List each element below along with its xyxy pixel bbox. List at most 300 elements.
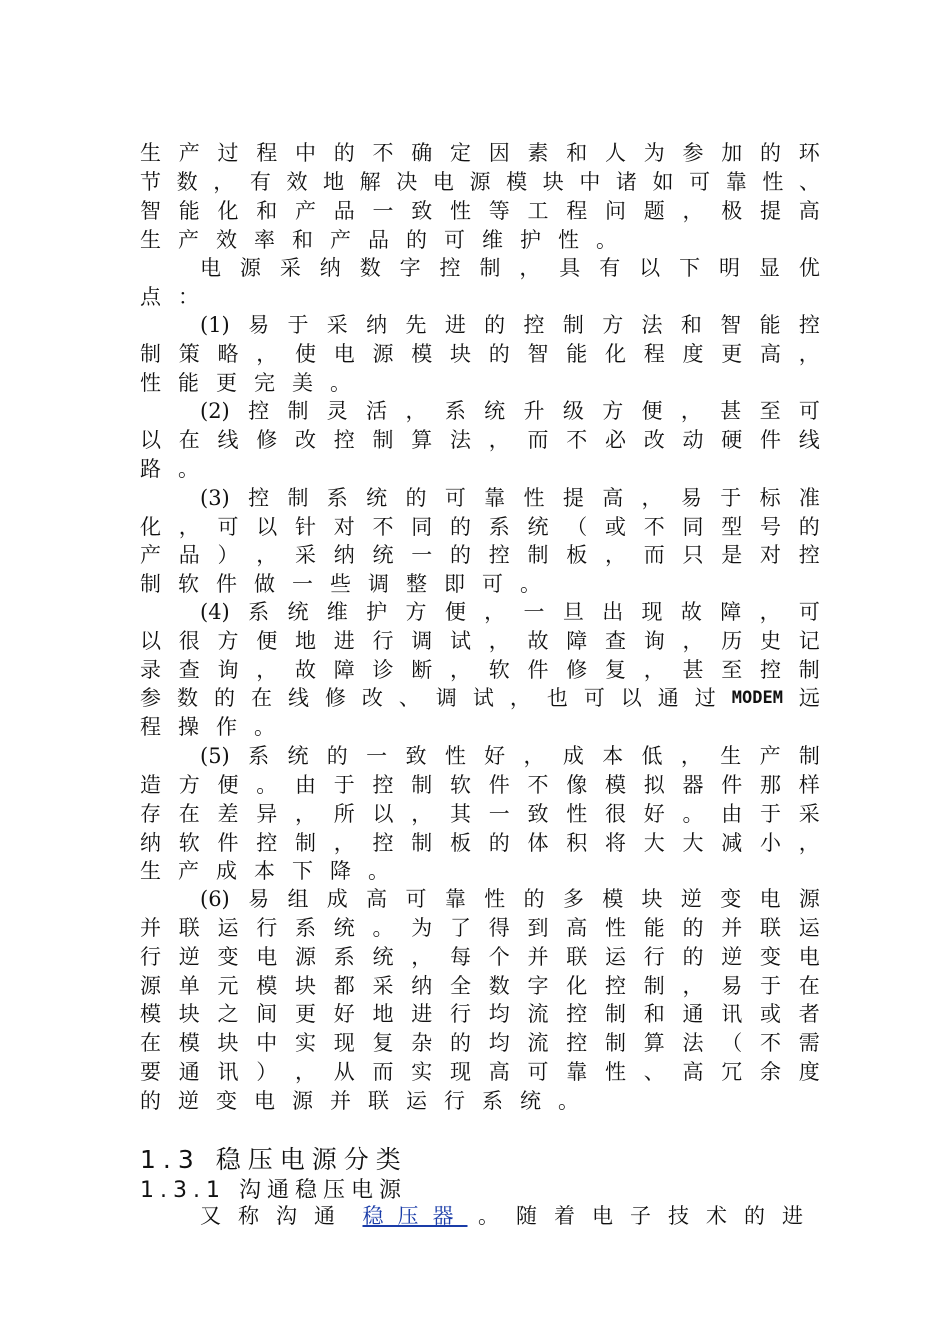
line-char: 模	[411, 342, 433, 366]
line-char: 所	[333, 802, 355, 826]
line-char: 其	[450, 802, 471, 826]
line-char: 准	[798, 486, 820, 510]
line-char: 纳	[333, 543, 355, 567]
line-char: 电	[200, 256, 221, 280]
line-char: 块	[450, 342, 471, 366]
line-char: ）	[217, 543, 239, 567]
line-char: 调	[411, 629, 433, 653]
line-char: 旦	[562, 600, 584, 624]
line-char: 活	[366, 399, 388, 423]
line-char: ，	[682, 974, 704, 998]
line-char: 流	[527, 1031, 549, 1055]
line-char: 在	[178, 802, 200, 826]
line-char: ，	[643, 658, 665, 682]
line-char: 化	[605, 342, 626, 366]
line-char: 块	[542, 170, 564, 194]
line-char: 加	[721, 141, 743, 165]
line-char: 现	[450, 1060, 471, 1084]
line-char: 可	[444, 486, 466, 510]
line-char: 试	[472, 686, 494, 710]
line-char: 参	[682, 141, 704, 165]
line-char: 略	[217, 342, 239, 366]
line-char: 完	[254, 371, 275, 395]
line-char: 而	[527, 428, 549, 452]
line-char: 。	[256, 773, 278, 797]
line-char: 制	[562, 313, 584, 337]
line-char: 统	[287, 744, 309, 768]
line-char: (1)	[200, 313, 230, 337]
line-char: 纳	[366, 313, 388, 337]
line-char: 可	[527, 1060, 549, 1084]
line-char: 的	[450, 1031, 471, 1055]
line-char: 并	[140, 916, 161, 940]
line-char: 法	[641, 313, 663, 337]
line-char: 并	[527, 945, 549, 969]
line-char: 易	[248, 887, 270, 911]
line-char: 积	[566, 831, 588, 855]
line-char: 决	[396, 170, 418, 194]
line-char: 于	[720, 486, 742, 510]
line-char: 高	[798, 199, 820, 223]
line-char: 改	[643, 428, 665, 452]
line-char: 字	[527, 974, 549, 998]
line-char: 制	[605, 1031, 626, 1055]
line-char: 以	[372, 802, 394, 826]
line-char: 高	[602, 486, 624, 510]
line-char: 不	[643, 515, 665, 539]
line-char: 源	[372, 342, 394, 366]
line-char: 数	[176, 686, 198, 710]
line-char: 统	[366, 486, 388, 510]
line-char: 系	[333, 945, 355, 969]
line-char: 提	[760, 199, 781, 223]
line-char: 要	[140, 1060, 161, 1084]
line-char: 易	[248, 313, 270, 337]
line-char: 异	[256, 802, 278, 826]
line-char: 易	[680, 486, 702, 510]
line-char: 算	[643, 1031, 665, 1055]
line-char: 控	[523, 313, 545, 337]
line-char: 障	[333, 658, 355, 682]
line-char: 行	[256, 916, 278, 940]
line-char: 题	[643, 199, 665, 223]
line-char: 素	[527, 141, 549, 165]
line-char: 杂	[411, 1031, 433, 1055]
line-char: 故	[680, 600, 702, 624]
line-char: (5)	[200, 744, 230, 768]
line-char: 甚	[682, 658, 704, 682]
line-char: 确	[411, 141, 433, 165]
line-char: 于	[760, 974, 781, 998]
line-char: ，	[605, 543, 626, 567]
line-char: 提	[562, 486, 584, 510]
line-char: 个	[488, 945, 510, 969]
line-char: 均	[488, 1031, 510, 1055]
line-char: 性	[762, 170, 784, 194]
stabilizer-link[interactable]: 稳压器	[362, 1204, 468, 1228]
line-char: 史	[760, 629, 781, 653]
line-char: 好	[643, 802, 665, 826]
line-char: 在	[178, 428, 200, 452]
line-char: 一	[411, 543, 433, 567]
line-char: 控	[605, 974, 626, 998]
line-char: 的	[523, 887, 545, 911]
line-char: 采	[279, 256, 301, 280]
line-char: 体	[527, 831, 549, 855]
line-char: 差	[217, 802, 239, 826]
line-char: 修	[566, 658, 588, 682]
line-char: 电	[759, 887, 781, 911]
line-text-before: 又称沟通	[200, 1204, 352, 1228]
line-char: 行	[450, 1002, 471, 1026]
paragraph-line	[140, 800, 820, 828]
line-char: 能	[759, 313, 781, 337]
line-char: 率	[254, 228, 275, 252]
line-char: ，	[213, 170, 235, 194]
line-char: 件	[527, 658, 549, 682]
line-char: 于	[760, 802, 781, 826]
line-char: 多	[562, 887, 584, 911]
paragraph-line-last	[200, 1202, 820, 1230]
line-char: 有	[249, 170, 271, 194]
line-char: 源	[469, 170, 491, 194]
line-char: 远	[798, 686, 820, 710]
line-char: 软	[178, 831, 200, 855]
line-char: 变	[216, 1089, 237, 1113]
line-char: 系	[248, 600, 270, 624]
line-char: 明	[718, 256, 740, 280]
line-char: 在	[250, 686, 272, 710]
line-char: 逆	[178, 1089, 199, 1113]
paragraph-line	[140, 1000, 820, 1028]
line-char: 参	[140, 686, 161, 710]
line-char: 模	[140, 1002, 161, 1026]
line-char: 由	[295, 773, 316, 797]
line-char: 统	[372, 945, 394, 969]
line-char: 统	[520, 1089, 541, 1113]
line-char: 试	[450, 629, 471, 653]
line-char: ，	[256, 543, 278, 567]
line-char: 制	[287, 486, 309, 510]
line-char: 改	[361, 686, 383, 710]
line-char: 如	[652, 170, 674, 194]
line-char: 问	[605, 199, 626, 223]
line-char: 同	[682, 515, 704, 539]
line-char: 工	[527, 199, 549, 223]
paragraph-line	[140, 139, 820, 167]
line-char: 线	[287, 686, 309, 710]
line-char: 和	[256, 199, 278, 223]
line-char: 好	[333, 1002, 355, 1026]
line-char: 软	[450, 773, 471, 797]
line-char: 以	[620, 686, 642, 710]
line-char: MODEM	[731, 688, 783, 708]
line-char: ，	[798, 831, 820, 855]
line-char: 源	[295, 945, 316, 969]
line-char: 显	[758, 256, 780, 280]
line-char: 性	[484, 887, 506, 911]
line-char: 高	[682, 1060, 704, 1084]
line-char: 中	[579, 170, 601, 194]
line-char: 甚	[720, 399, 742, 423]
line-char: ，	[519, 256, 541, 280]
line-char: 大	[682, 831, 704, 855]
paragraph-line	[200, 885, 820, 913]
line-char: 采	[295, 543, 316, 567]
line-char: 制	[372, 428, 394, 452]
line-char: 法	[682, 1031, 704, 1055]
line-char: 即	[444, 572, 465, 596]
line-char: 。	[254, 715, 275, 739]
line-char: 产	[178, 141, 200, 165]
line-char: 针	[295, 515, 316, 539]
line-char: 很	[605, 802, 626, 826]
line-char: 的	[140, 1089, 161, 1113]
line-char: 运	[605, 945, 626, 969]
line-char: 有	[599, 256, 621, 280]
line-char: ）	[256, 1060, 278, 1084]
line-char: 故	[527, 629, 549, 653]
line-char: 诸	[615, 170, 637, 194]
line-char: 板	[566, 543, 588, 567]
line-char: 产	[330, 228, 351, 252]
line-char: 的	[484, 313, 506, 337]
line-char: ，	[256, 342, 278, 366]
line-char: 采	[372, 974, 394, 998]
line-char: 也	[546, 686, 568, 710]
line-char: 制	[798, 744, 820, 768]
line-char: 行	[372, 629, 394, 653]
line-char: 的	[798, 515, 820, 539]
line-char: ，	[759, 600, 781, 624]
paragraph-line	[140, 943, 820, 971]
line-char: 号	[760, 515, 781, 539]
line-char: 低	[641, 744, 663, 768]
line-char: 实	[411, 1060, 433, 1084]
line-char: 只	[682, 543, 704, 567]
line-char: 的	[405, 486, 427, 510]
line-char: 得	[488, 916, 510, 940]
line-char: 冗	[721, 1060, 743, 1084]
line-char: 变	[720, 887, 742, 911]
line-char: 的	[682, 945, 704, 969]
line-char: 效	[216, 228, 237, 252]
section-heading: 1.3 稳压电源分类	[140, 1145, 408, 1174]
line-char: 方	[405, 600, 427, 624]
line-char: 块	[217, 1031, 239, 1055]
line-char: 组	[287, 887, 309, 911]
line-char: 维	[482, 228, 503, 252]
line-char: 统	[333, 916, 355, 940]
line-char: 更	[295, 1002, 316, 1026]
line-char: 制	[140, 572, 161, 596]
line-char: 可	[798, 399, 820, 423]
line-char: ，	[488, 629, 510, 653]
line-char: 操	[178, 715, 199, 739]
line-char: 控	[488, 543, 510, 567]
line-char: 成	[216, 859, 237, 883]
line-char: 减	[721, 831, 743, 855]
line-char: 控	[248, 486, 270, 510]
line-char: 行	[444, 1089, 465, 1113]
line-char: 品	[333, 199, 355, 223]
line-char: 的	[760, 141, 781, 165]
line-char: ，	[295, 1060, 316, 1084]
line-char: 并	[330, 1089, 351, 1113]
line-char: 查	[178, 658, 200, 682]
line-char: 于	[333, 773, 355, 797]
line-char: 在	[798, 974, 820, 998]
line-char: 修	[324, 686, 346, 710]
line-char: 些	[330, 572, 351, 596]
line-char: 系	[488, 515, 510, 539]
line-char: 至	[759, 399, 781, 423]
line-char: 美	[292, 371, 313, 395]
line-char: 的	[488, 831, 510, 855]
line-char: (6)	[200, 887, 230, 911]
line-char: 样	[798, 773, 820, 797]
line-char: 具	[559, 256, 581, 280]
paragraph-line	[140, 1087, 820, 1115]
line-char: 生	[720, 744, 742, 768]
line-char: 。	[368, 859, 389, 883]
line-char: 软	[488, 658, 510, 682]
line-char: 制	[140, 342, 161, 366]
line-char: 至	[721, 658, 743, 682]
paragraph-line	[140, 541, 820, 569]
line-char: 人	[605, 141, 626, 165]
line-char: 好	[484, 744, 506, 768]
line-char: 优	[798, 256, 820, 280]
line-char: 不	[372, 141, 394, 165]
line-char: 采	[798, 802, 820, 826]
paragraph-line	[140, 857, 820, 885]
line-char: 调	[435, 686, 457, 710]
line-char: 制	[411, 773, 433, 797]
line-char: 行	[140, 945, 161, 969]
line-char: 更	[721, 342, 743, 366]
line-char: 。	[330, 371, 351, 395]
line-char: 制	[643, 974, 665, 998]
line-char: 一	[372, 199, 394, 223]
paragraph-line	[140, 570, 820, 598]
line-char: 的	[488, 342, 510, 366]
line-char: 制	[411, 831, 433, 855]
line-char: 靠	[444, 887, 466, 911]
paragraph-line	[140, 972, 820, 1000]
line-char: ，	[641, 486, 663, 510]
line-char: 通	[178, 1060, 200, 1084]
line-char: 由	[721, 802, 743, 826]
line-char: 制	[527, 543, 549, 567]
line-char: 因	[488, 141, 510, 165]
line-char: ，	[488, 428, 510, 452]
line-char: 控	[372, 773, 394, 797]
line-char: 路	[140, 457, 161, 481]
line-char: 源	[292, 1089, 313, 1113]
line-char: 。	[596, 228, 617, 252]
line-char: 程	[566, 199, 588, 223]
line-char: 维	[326, 600, 348, 624]
line-char: ，	[411, 945, 433, 969]
line-char: 块	[641, 887, 663, 911]
line-char: 控	[798, 313, 820, 337]
paragraph-line	[140, 226, 820, 254]
line-char: 讯	[217, 1060, 239, 1084]
line-char: 智	[527, 342, 549, 366]
line-char: 并	[721, 916, 743, 940]
line-char: 通	[657, 686, 679, 710]
paragraph-line	[200, 397, 820, 425]
line-char: 纳	[140, 831, 161, 855]
line-char: 控	[798, 543, 820, 567]
line-char: 字	[399, 256, 421, 280]
line-char: 运	[217, 916, 239, 940]
line-char: ，	[411, 802, 433, 826]
line-char: 方	[217, 629, 239, 653]
line-char: 便	[444, 600, 466, 624]
line-char: 断	[411, 658, 433, 682]
line-char: 成	[562, 744, 584, 768]
line-char: 行	[643, 945, 665, 969]
line-char: 一	[488, 802, 510, 826]
line-char: ，	[682, 629, 704, 653]
line-char: 像	[566, 773, 588, 797]
line-char: （	[721, 1031, 743, 1055]
line-char: 或	[605, 515, 626, 539]
line-char: 数	[359, 256, 381, 280]
line-char: 记	[798, 629, 820, 653]
line-char: 的	[406, 228, 427, 252]
line-char: 件	[488, 773, 510, 797]
line-char: 产	[295, 199, 316, 223]
line-char: 成	[326, 887, 348, 911]
paragraph-line	[140, 627, 820, 655]
line-char: 化	[140, 515, 161, 539]
line-char: 和	[566, 141, 588, 165]
line-char: 联	[566, 945, 588, 969]
line-char: 进	[333, 629, 355, 653]
paragraph-line	[200, 598, 820, 626]
line-char: 和	[292, 228, 313, 252]
line-char: 、	[798, 170, 820, 194]
line-char: 制	[479, 256, 501, 280]
line-char: 灵	[326, 399, 348, 423]
line-char: 、	[643, 1060, 665, 1084]
line-char: 或	[760, 1002, 781, 1026]
line-char: ，	[405, 399, 427, 423]
line-char: 询	[217, 658, 239, 682]
line-char: 采	[326, 313, 348, 337]
line-char: 地	[323, 170, 345, 194]
line-char: 需	[798, 1031, 820, 1055]
line-char: 源	[140, 974, 161, 998]
line-char: 品	[178, 543, 200, 567]
line-char: 源	[239, 256, 261, 280]
line-char: 障	[566, 629, 588, 653]
line-char: 变	[760, 945, 781, 969]
paragraph-line	[140, 713, 820, 741]
line-char: 高	[760, 342, 781, 366]
line-char: 将	[605, 831, 626, 855]
line-char: 运	[406, 1089, 427, 1113]
line-char: 存	[140, 802, 161, 826]
line-char: （	[566, 515, 588, 539]
line-char: 是	[721, 543, 743, 567]
line-char: 件	[760, 428, 781, 452]
line-char: 者	[798, 1002, 820, 1026]
line-char: 硬	[721, 428, 743, 452]
